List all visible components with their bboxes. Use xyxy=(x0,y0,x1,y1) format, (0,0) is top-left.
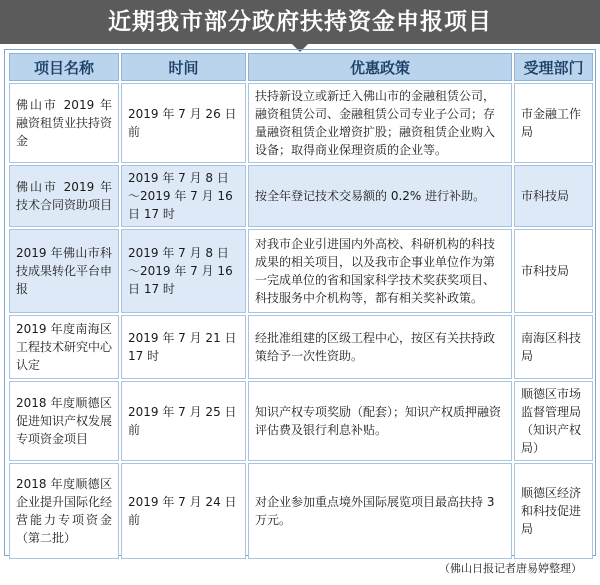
table-row xyxy=(9,315,593,379)
page-title: 近期我市部分政府扶持资金申报项目 xyxy=(108,8,492,35)
header-dept: 受理部门 xyxy=(514,53,593,81)
project-name: 2019 年度南海区工程技术研究中心认定 xyxy=(9,315,119,379)
project-name: 佛山市 2019 年融资租赁业扶持资金 xyxy=(9,83,119,163)
project-dept: 顺德区经济和科技促进局 xyxy=(514,463,593,559)
table-row xyxy=(9,463,593,559)
project-dept: 市科技局 xyxy=(514,165,593,227)
project-name: 2019 年佛山市科技成果转化平台申报 xyxy=(9,229,119,313)
project-dept: 市金融工作局 xyxy=(514,83,593,163)
project-dept: 顺德区市场监督管理局（知识产权局） xyxy=(514,381,593,461)
source-credit: （佛山日报记者唐易婷整理） xyxy=(439,562,582,575)
header-time: 时间 xyxy=(121,53,246,81)
project-policy: 知识产权专项奖励（配套）；知识产权质押融资评估费及银行利息补贴。 xyxy=(248,381,512,461)
project-dept: 南海区科技局 xyxy=(514,315,593,379)
project-name: 佛山市 2019 年技术合同资助项目 xyxy=(9,165,119,227)
project-time: 2019 年 7 月 25 日前 xyxy=(121,381,246,461)
header-policy: 优惠政策 xyxy=(248,53,512,81)
header-name: 项目名称 xyxy=(9,53,119,81)
project-time: 2019 年 7 月 24 日前 xyxy=(121,463,246,559)
project-time: 2019 年 7 月 21 日 17 时 xyxy=(121,315,246,379)
funding-table xyxy=(7,51,595,561)
table-row xyxy=(9,229,593,313)
table-row xyxy=(9,83,593,163)
project-policy: 对我市企业引进国内外高校、科研机构的科技成果的相关项目，以及我市企事业单位作为第一完成单位的省和国家科学技术奖获奖项目、科技服务中介机构等，都有相关奖补政策。 xyxy=(248,229,512,313)
table-row xyxy=(9,381,593,461)
project-name: 2018 年度顺德区促进知识产权发展专项资金项目 xyxy=(9,381,119,461)
table-row xyxy=(9,165,593,227)
project-policy: 对企业参加重点境外国际展览项目最高扶持 3 万元。 xyxy=(248,463,512,559)
project-policy: 按全年登记技术交易额的 0.2% 进行补助。 xyxy=(248,165,512,227)
project-time: 2019 年 7 月 8 日～2019 年 7 月 16 日 17 时 xyxy=(121,229,246,313)
project-name: 2018 年度顺德区企业提升国际化经营能力专项资金（第二批） xyxy=(9,463,119,559)
project-time: 2019 年 7 月 8 日～2019 年 7 月 16 日 17 时 xyxy=(121,165,246,227)
project-policy: 经批准组建的区级工程中心，按区有关扶持政策给予一次性资助。 xyxy=(248,315,512,379)
header-row xyxy=(9,53,593,81)
project-policy: 扶持新设立或新迁入佛山市的金融租赁公司，融资租赁公司、金融租赁公司专业子公司；存量融资租赁企业增资扩股；融资租赁企业购入设备；取得商业保理资质的企业等。 xyxy=(248,83,512,163)
project-dept: 市科技局 xyxy=(514,229,593,313)
project-time: 2019 年 7 月 26 日前 xyxy=(121,83,246,163)
